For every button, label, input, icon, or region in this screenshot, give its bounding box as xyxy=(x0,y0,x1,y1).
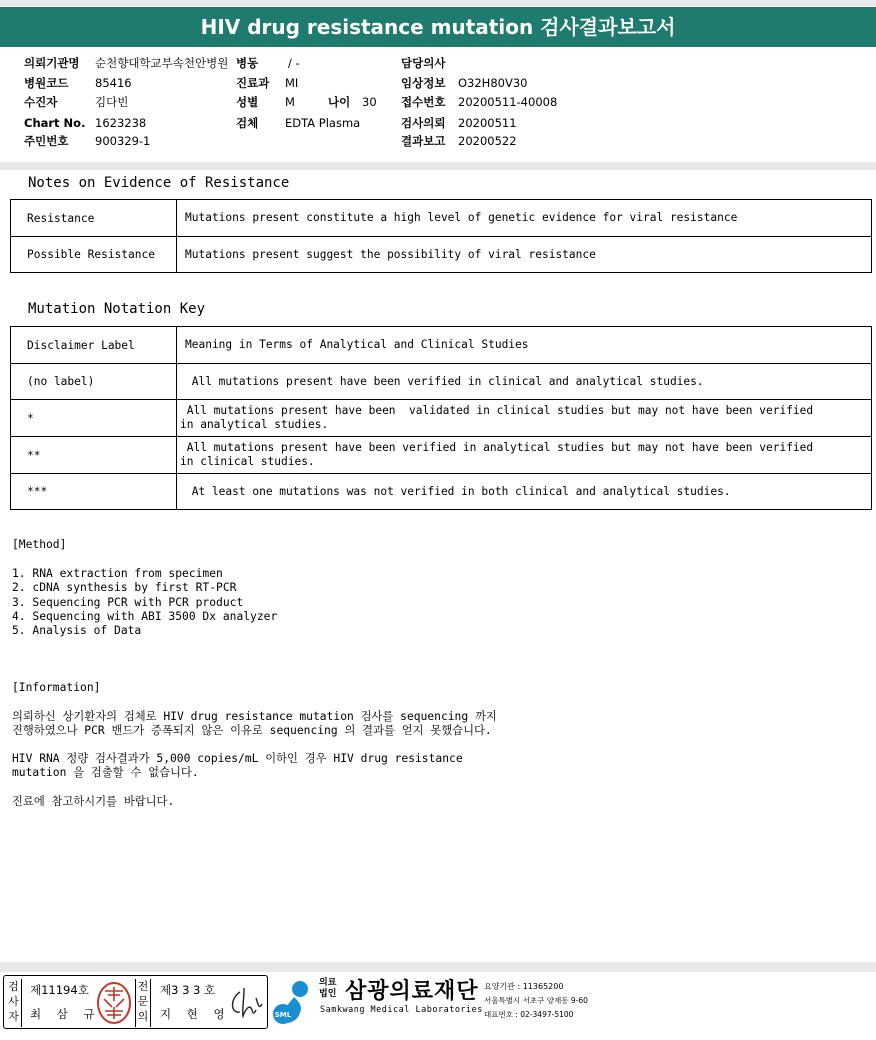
care-code: 요양기관 : 11365200 xyxy=(484,982,564,991)
resident-no-value: 900329-1 xyxy=(95,134,151,148)
notation-text: All mutations present have been verified in clinical and analytical studies. xyxy=(177,364,872,400)
notation-row xyxy=(11,474,872,510)
report-title: HIV drug resistance mutation 검사결과보고서 xyxy=(0,7,876,47)
evidence-title: Notes on Evidence of Resistance xyxy=(28,175,290,191)
department-value: MI xyxy=(285,76,299,90)
lab-address: 서울특별시 서초구 양재동 9-60 xyxy=(484,996,588,1005)
info-row-5 xyxy=(24,132,864,150)
info-row-4 xyxy=(24,114,864,132)
section-separator xyxy=(0,162,876,170)
specialist-license: 제3 3 3 호 xyxy=(160,983,216,997)
org-name-en: Samkwang Medical Laboratories xyxy=(320,1005,483,1015)
receipt-no-value: 20200511-40008 xyxy=(458,95,558,109)
resident-no-label: 주민번호 xyxy=(24,134,69,148)
evidence-label: Possible Resistance xyxy=(11,237,177,273)
notation-text: All mutations present have been verified in analytical studies but may not have been verified in clinical studies. xyxy=(177,437,872,474)
sex-value: M xyxy=(285,95,295,109)
notation-label: Disclaimer Label xyxy=(11,327,177,364)
lab-info xyxy=(484,980,588,1022)
test-request-value: 20200511 xyxy=(458,116,517,130)
sex-label: 성별 xyxy=(236,95,259,109)
notation-text: All mutations present have been validated in clinical studies but may not have been verified in analytical studies. xyxy=(177,400,872,437)
evidence-label: Resistance xyxy=(11,200,177,237)
ward-label: 병동 xyxy=(236,56,259,70)
examinee-label: 수진자 xyxy=(24,95,58,109)
info-row-2 xyxy=(24,74,864,92)
specialist-name: 지 현 영 xyxy=(160,1007,231,1021)
clinical-info-label: 임상정보 xyxy=(401,76,446,90)
specimen-value: EDTA Plasma xyxy=(285,116,361,130)
age-label: 나이 xyxy=(328,95,351,109)
notation-row xyxy=(11,364,872,400)
evidence-table xyxy=(10,199,872,273)
specimen-label: 검체 xyxy=(236,116,259,130)
evidence-row xyxy=(11,237,872,273)
notation-label: * xyxy=(11,400,177,437)
test-request-label: 검사의뢰 xyxy=(401,116,446,130)
result-report-label: 결과보고 xyxy=(401,134,446,148)
information-para-1: 의뢰하신 상기환자의 검체로 HIV drug resistance mutation 검사를 sequencing 까지 진행하였으나 PCR 밴드가 증폭되지 않은 이유로 sequencing 의 결과를 얻지 못했습니다. xyxy=(12,710,497,738)
notation-text: Meaning in Terms of Analytical and Clinical Studies xyxy=(177,327,872,364)
hospital-code-value: 85416 xyxy=(95,76,132,90)
notation-table xyxy=(10,326,872,510)
ward-value: / - xyxy=(288,56,300,70)
receipt-no-label: 접수번호 xyxy=(401,95,446,109)
result-report-value: 20200522 xyxy=(458,134,517,148)
top-rule xyxy=(0,0,876,6)
footer-separator xyxy=(0,962,876,972)
specialist-signature-icon xyxy=(226,982,266,1022)
notation-text: At least one mutations was not verified in both clinical and analytical studies. xyxy=(177,474,872,510)
org-name: 삼광의료재단 xyxy=(345,979,479,1004)
department-label: 진료과 xyxy=(236,76,270,90)
evidence-text: Mutations present suggest the possibility of viral resistance xyxy=(177,237,872,273)
examiner-name: 최 삼 규 xyxy=(30,1007,101,1021)
examiner-label: 검 사 자 xyxy=(6,979,22,1027)
method-heading: [Method] xyxy=(12,538,67,551)
age-value: 30 xyxy=(362,95,377,109)
method-steps: 1. RNA extraction from specimen 2. cDNA synthesis by first RT-PCR 3. Sequencing PCR with PCR product 4. Sequencing with ABI 3500 Dx analyzer 5. Analysis of Data xyxy=(12,567,278,638)
examiner-license: 제11194호 xyxy=(30,983,89,997)
information-heading: [Information] xyxy=(12,681,101,694)
logo-text: SML xyxy=(274,1011,292,1019)
information-para-2: HIV RNA 정량 검사결과가 5,000 copies/mL 이하인 경우 HIV drug resistance mutation 을 검출할 수 없습니다. xyxy=(12,752,463,780)
examinee-value: 김다빈 xyxy=(95,95,129,109)
institution-value: 순천향대학교부속천안병원 xyxy=(95,56,229,70)
notation-row xyxy=(11,327,872,364)
examiner-seal-icon xyxy=(96,981,132,1025)
signature-box xyxy=(3,975,268,1029)
notation-row xyxy=(11,437,872,474)
info-row-1 xyxy=(24,54,864,72)
specialist-label: 전 문 의 xyxy=(135,979,151,1027)
notation-label: (no label) xyxy=(11,364,177,400)
chart-no-label: Chart No. xyxy=(24,116,86,130)
clinical-info-value: O32H80V30 xyxy=(458,76,528,90)
notation-row xyxy=(11,400,872,437)
notation-label: ** xyxy=(11,437,177,474)
chart-no-value: 1623238 xyxy=(95,116,147,130)
information-para-3: 진료에 참고하시기를 바랍니다. xyxy=(12,795,175,808)
evidence-text: Mutations present constitute a high level of genetic evidence for viral resistance xyxy=(177,200,872,237)
sml-logo-icon xyxy=(270,977,316,1027)
org-type: 의료 법인 xyxy=(319,978,337,999)
lab-phone: 대표번호 : 02-3497-5100 xyxy=(484,1010,574,1019)
notation-label: *** xyxy=(11,474,177,510)
evidence-row xyxy=(11,200,872,237)
institution-label: 의뢰기관명 xyxy=(24,56,80,70)
hospital-code-label: 병원코드 xyxy=(24,76,69,90)
patient-info xyxy=(24,54,864,154)
notation-title: Mutation Notation Key xyxy=(28,301,206,317)
physician-label: 담당의사 xyxy=(401,56,446,70)
info-row-3 xyxy=(24,93,864,111)
